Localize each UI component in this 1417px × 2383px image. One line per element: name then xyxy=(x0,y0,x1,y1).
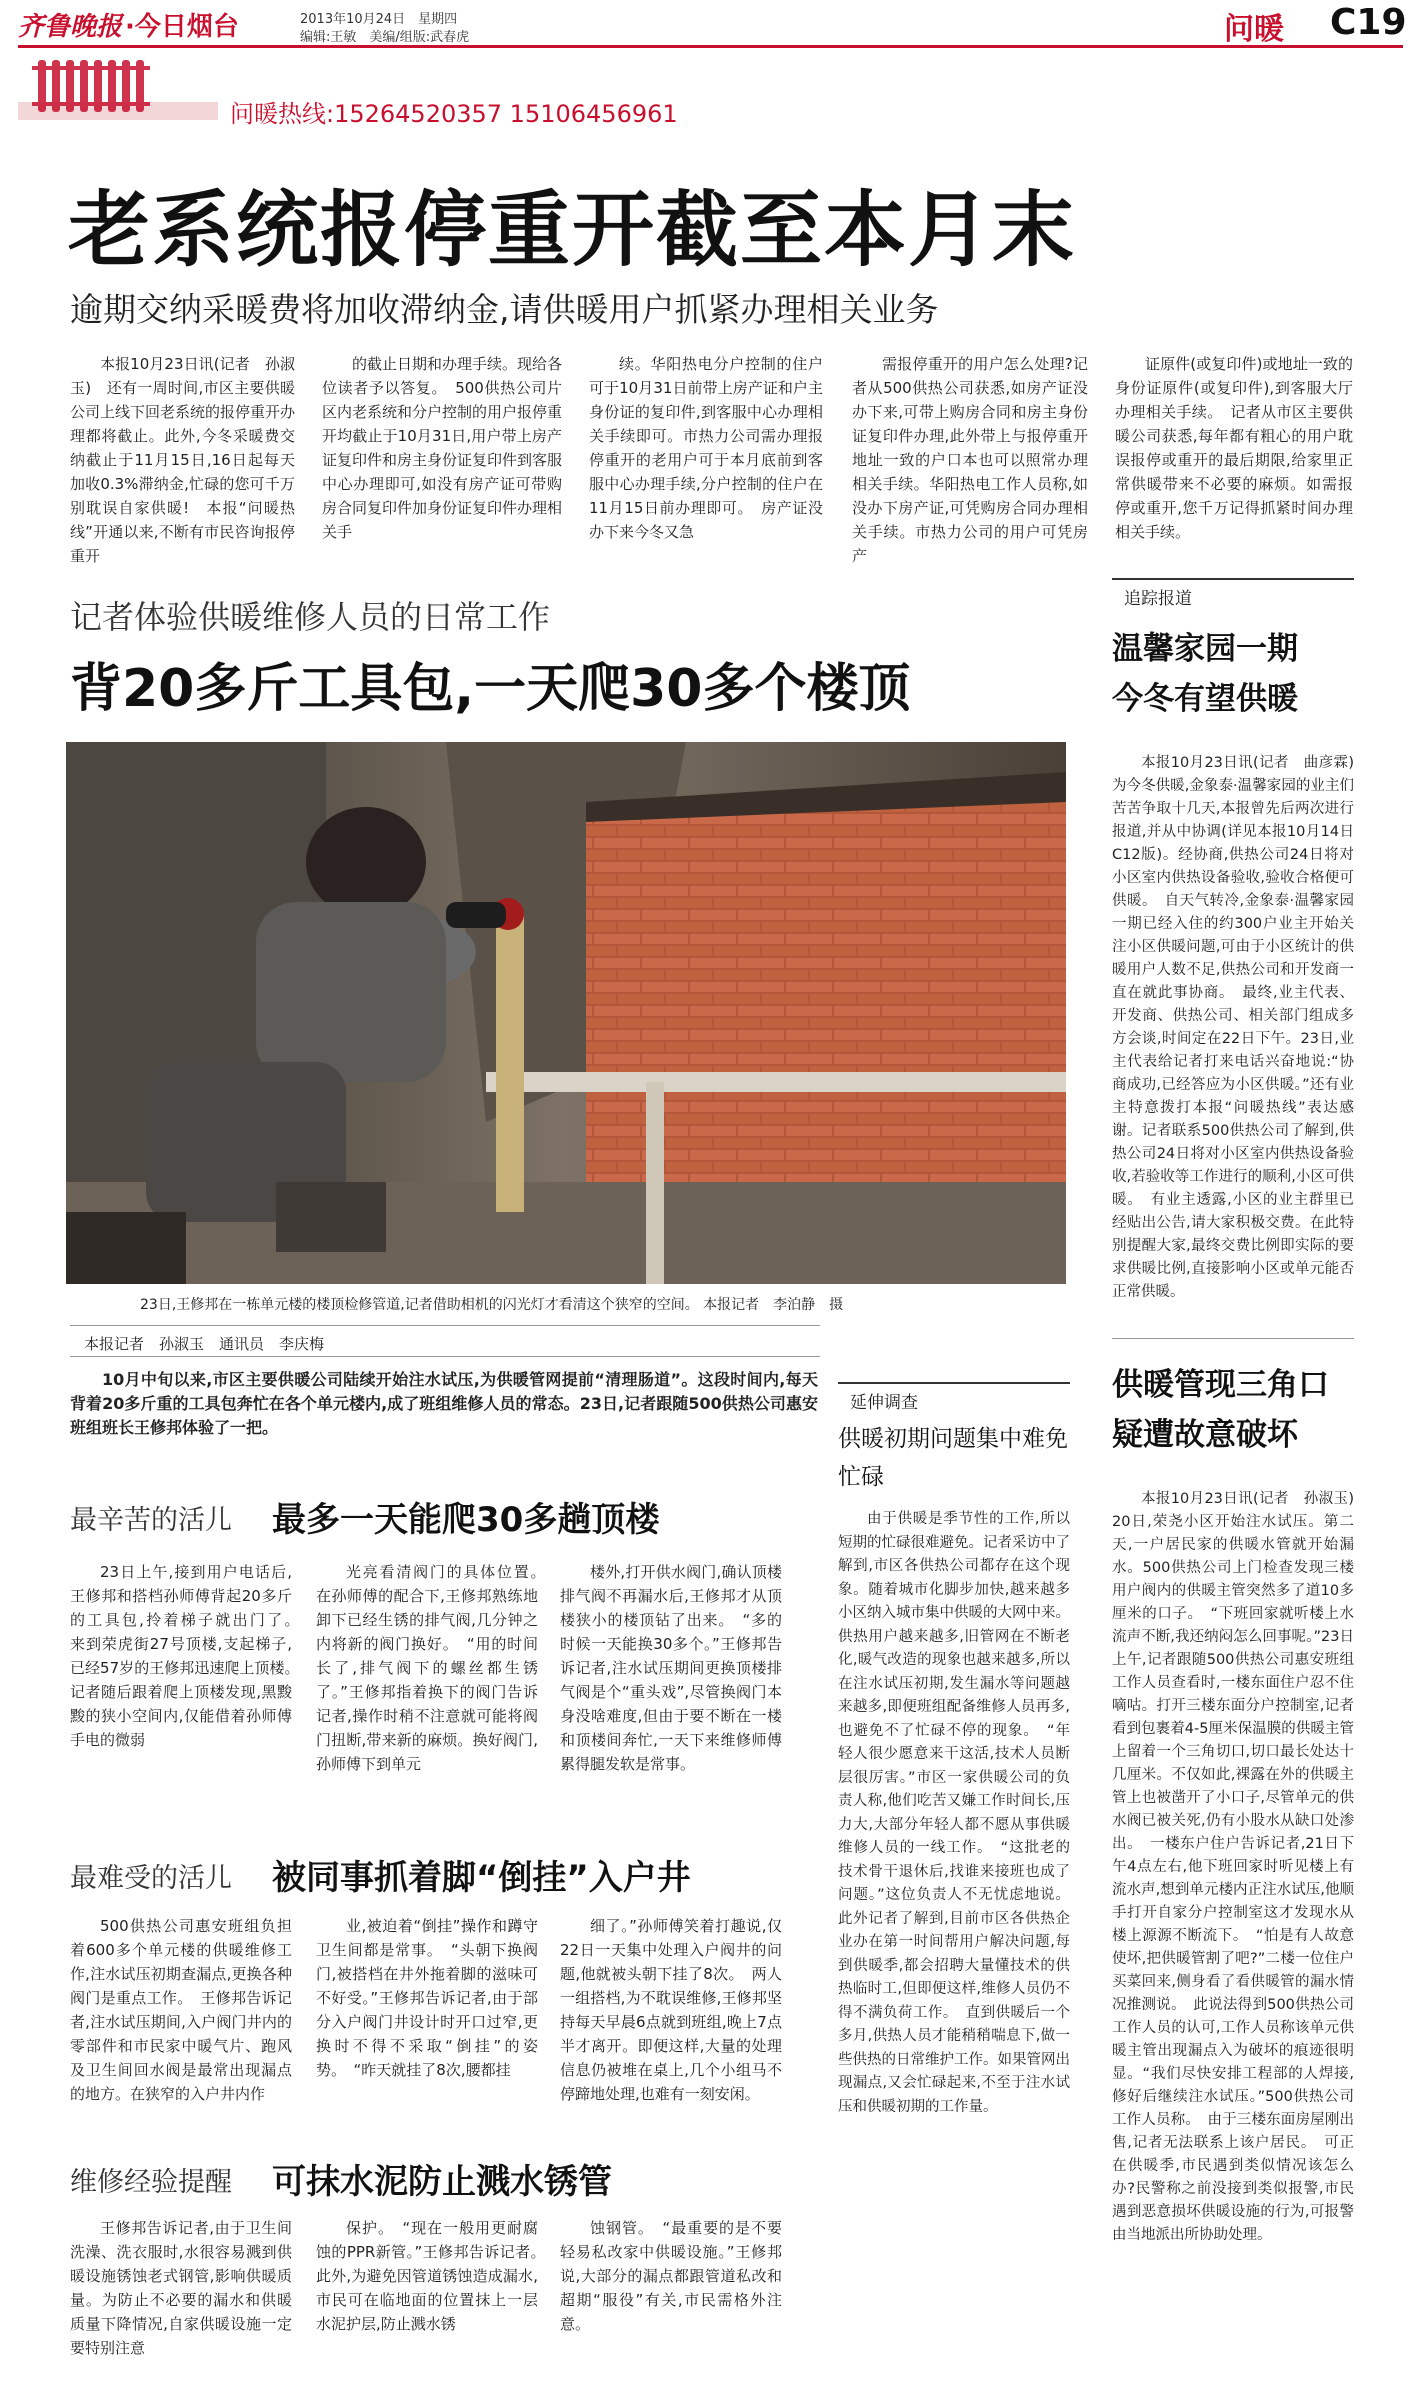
lead-text-2: 的截止日期和办理手续。现给各位读者予以答复。 500供热公司片区内老系统和分户控制的用户报停重开均截止于10月31日,用户带上房产证复印件和房主身份证复印件到客服中心办理即可,如没有房产证可带购房合同复印件加身份证复印件办理相关手 xyxy=(322,355,563,541)
section3-column-2 xyxy=(316,2216,554,2364)
lead-column-3 xyxy=(589,352,823,542)
section1-text-2: 光亮看清阀门的具体位置。 在孙师傅的配合下,王修邦熟练地卸下已经生锈的排气阀,几分钟之内将新的阀门换好。 “用的时间长了,排气阀下的螺丝都生锈了。”王修邦指着换下的阀门告诉记者,操作时稍不注意就可能将阀门扭断,带来新的麻烦。换好阀门,孙师傅下到单元 xyxy=(316,1563,554,1773)
story1-title-line2: 今冬有望供暖 xyxy=(1112,681,1298,717)
byline-rule xyxy=(70,1325,820,1326)
section1-title: 最多一天能爬30多趟顶楼 xyxy=(272,1500,660,1540)
lead-headline: 老系统报停重开截至本月末 xyxy=(68,183,1077,278)
section1-column-3 xyxy=(560,1560,782,1786)
story1-body-text: 本报10月23日讯(记者 曲彦霖) 为今冬供暖,金象泰·温馨家园的业主们苦苦争取十几天,本报曾先后两次进行报道,并从中协调(详见本报10月14日C12版)。经协商,供热公司24日将对小区室内供热设备验收,验收合格便可供暖。 自天气转冷,金象泰·温馨家园一期已经入住的约300户业主开始关注小区供暖问题,可由于小区统计的供暖用户人数不足,供热公司和开发商一直在就此事协商。 最终,业主代表、开发商、供热公司、相关部门组成多方会谈,时间定在22日下午。23日,业主代表给记者打来电话兴奋地说:“协商成功,已经答应为小区供暖。”还有业主特意拨打本报“问暖热线”表达感谢。记者联系500供热公司了解到,供热公司24日将对小区室内供热设备验收,若验收等工作进行的顺利,小区可供暖。 有业主透露,小区的业主群里已经贴出公告,请大家积极交费。在此特别提醒大家,最终交费比例即实际的要求供暖比例,直接影响小区或单元能否正常供暖。 xyxy=(1112,755,1369,1300)
section3-column-3 xyxy=(560,2216,782,2364)
newspaper-logo: 齐鲁晚报 xyxy=(18,12,123,42)
section2-column-2 xyxy=(316,1914,538,2140)
lead-text-4: 需报停重开的用户怎么处理?记者从500供热公司获悉,如房产证没办下来,可带上购房合同和房主身份证复印件办理,此外带上与报停重开地址一致的户口本也可以照常办理相关手续。华阳热电工作人员称,如没办下房产证,可凭购房合同办理相关手续。市热力公司的用户可凭房产 xyxy=(852,355,1088,565)
photo-caption: 23日,王修邦在一栋单元楼的楼顶检修管道,记者借助相机的闪光灯才看清这个狭窄的空间。 本报记者 李泊静 摄 xyxy=(140,1297,844,1313)
section1-label: 最辛苦的活儿 xyxy=(70,1505,232,1536)
feature-photo xyxy=(66,742,1066,1284)
extension-tag: 延伸调查 xyxy=(838,1382,1070,1417)
section2-column-1 xyxy=(70,1914,292,2140)
section3-text-1: 王修邦告诉记者,由于卫生间洗澡、洗衣服时,水很容易溅到供暖设施锈蚀老式钢管,影响供暖质量。为防止不必要的漏水和供暖质量下降情况,自家供暖设施一定要特别注意 xyxy=(70,2219,292,2357)
lead-text-1: 本报10月23日讯(记者 孙淑玉) 还有一周时间,市区主要供暖公司上线下回老系统的报停重开办理都将截止。此外,今冬采暖费交纳截止于11月15日,16日起每天加收0.3%滞纳金,忙碌的您可千万别耽误自家供暖! 本报“问暖热线”开通以来,不断有市民咨询报停重开 xyxy=(70,355,296,565)
header-rule xyxy=(18,45,1403,48)
masthead xyxy=(0,0,1417,130)
extension-body xyxy=(838,1508,1070,2364)
feature-byline: 本报记者 孙淑玉 通讯员 李庆梅 xyxy=(84,1335,325,1353)
sidebar-tag: 追踪报道 xyxy=(1112,578,1354,613)
extension-body-text: 由于供暖是季节性的工作,所以短期的忙碌很难避免。记者采访中了解到,市区各供热公司都存在这个现象。随着城市化脚步加快,越来越多小区纳入城市集中供暖的大网中来。供热用户越来越多,旧管网在不断老化,暖气改造的现象也越来越多,所以在注水试压初期,发生漏水等问题越来越多,即便班组配备维修人员再多,也避免不了忙碌不停的现象。 “年轻人很少愿意来干这活,技术人员断层很厉害。”市区一家供暖公司的负责人称,他们吃苦又嫌工作时间长,压力大,大部分年轻人都不愿从事供暖维修人员的一线工作。 “这批老的技术骨干退休后,找谁来接班也成了问题。”这位负责人不无忧虑地说。此外记者了解到,目前市区各供热企业办在第一时间帮用户解决问题,每到供暖季,都会招聘大量懂技术的供热临时工,但即便这样,维修人员仍不得不满负荷工作。 直到供暖后一个多月,供热人员才能稍稍喘息下,做一些供热的日常维护工作。如果管网出现漏点,又会忙碌起来,不至于注水试压和供暖初期的工作量。 xyxy=(838,1511,1070,2115)
section3-text-2: 保护。 “现在一般用更耐腐蚀的PPR新管。”王修邦告诉记者。 此外,为避免因管道锈蚀造成漏水,市民可在临地面的位置抹上一层水泥护层,防止溅水锈 xyxy=(316,2219,554,2333)
sidebar-divider xyxy=(1112,1338,1354,1339)
byline-rule-bottom xyxy=(70,1356,820,1357)
section2-column-3 xyxy=(560,1914,782,2140)
feature-headline: 背20多斤工具包,一天爬30多个楼顶 xyxy=(70,659,911,719)
story2-title-line2: 疑遭故意破坏 xyxy=(1112,1417,1298,1453)
section3-label: 维修经验提醒 xyxy=(70,2167,232,2198)
section1-column-2 xyxy=(316,1560,554,1786)
section3-title: 可抹水泥防止溅水锈管 xyxy=(272,2162,612,2202)
section1-text-1: 23日上午,接到用户电话后,王修邦和搭档孙师傅背起20多斤的工具包,拎着梯子就出门了。 来到荣虎街27号顶楼,支起梯子,已经57岁的王修邦迅速爬上顶楼。 记者随后跟着爬上顶楼发现,黑黢黢的狭小空间内,仅能借着孙师傅手电的微弱 xyxy=(70,1563,308,1749)
section2-label: 最难受的活儿 xyxy=(70,1863,232,1894)
section3-column-1 xyxy=(70,2216,292,2364)
feature-intro-text: 10月中旬以来,市区主要供暖公司陆续开始注水试压,为供暖管网提前“清理肠道”。这段时间内,每天背着20多斤重的工具包奔忙在各个单元楼内,成了班组维修人员的常态。23日,记者跟随500供热公司惠安班组班长王修邦体验了一把。 xyxy=(70,1370,818,1437)
issue-date: 2013年10月24日 星期四 xyxy=(300,12,458,27)
story1-title-line1: 温馨家园一期 xyxy=(1112,631,1298,667)
column-name: 问暖 xyxy=(1224,12,1284,47)
extension-title: 供暖初期问题集中难免忙碌 xyxy=(838,1426,1068,1490)
lead-text-5: 证原件(或复印件)或地址一致的身份证原件(或复印件),到客服大厅办理相关手续。 记者从市区主要供暖公司获悉,每年都有粗心的用户耽误报停或重开的最后期限,给家里正常供暖带来不必要的麻烦。如需报停或重开,您千万记得抓紧时间办理相关手续。 xyxy=(1115,355,1353,541)
section1-text-3: 楼外,打开供水阀门,确认顶楼排气阀不再漏水后,王修邦才从顶楼狭小的楼顶钻了出来。 “多的时候一天能换30多个。”王修邦告诉记者,注水试压期间更换顶楼排气阀是个“重头戏”,尽管换阀门本身没啥难度,但由于要不断在一楼和顶楼间奔忙,一天下来维修师傅累得腿发软是常事。 xyxy=(560,1563,782,1773)
section2-title: 被同事抓着脚“倒挂”入户井 xyxy=(272,1858,691,1898)
section-name: ·今日烟台 xyxy=(125,12,239,42)
story2-title-line1: 供暖管现三角口 xyxy=(1112,1367,1329,1403)
feature-intro xyxy=(70,1368,818,1440)
lead-column-5 xyxy=(1115,352,1353,542)
hotline: 问暖热线:15264520357 15106456961 xyxy=(230,100,678,128)
radiator-graphic xyxy=(18,52,218,122)
section2-text-2: 业,被迫着“倒挂”操作和蹲守卫生间都是常事。 “头朝下换阀门,被搭档在井外拖着脚的滋味可不好受。”王修邦告诉记者,由于部分入户阀门井设计时开口过窄,更换时不得不采取“倒挂”的姿势。 “昨天就挂了8次,腰都挂 xyxy=(316,1917,538,2079)
story2-body-text: 本报10月23日讯(记者 孙淑玉) 20日,荣尧小区开始注水试压。第二天,一户居民家的供暖水管就开始漏水。500供热公司上门检查发现三楼用户阀内的供暖主管突然多了道10多厘米的口子。 “下班回家就听楼上水流声不断,我还纳闷怎么回事呢。”23日上午,记者跟随500供热公司惠安班组工作人员查看时,一楼东面住户忍不住嘀咕。打开三楼东面分户控制室,记者看到包裹着4-5厘米保温膜的供暖主管上留着一个三角切口,切口最长处达十几厘米。不仅如此,裸露在外的供暖主管上也被凿开了小口子,尽管单元的供水阀已被关死,仍有小股水从缺口处渗出。 一楼东户住户告诉记者,21日下午4点左右,他下班回家时听见楼上有流水声,想到单元楼内正注水试压,他顺手打开自家分户控制室这才发现水从楼上源源不断流下。 “怕是有人故意使坏,把供暖管割了吧?”二楼一位住户买菜回来,侧身看了看供暖管的漏水情况推测说。 此说法得到500供热公司工作人员的认可,工作人员称该单元供暖主管出现漏点入为破坏的痕迹很明显。“我们尽快安排工程部的人焊接,修好后继续注水试压。”500供热公司工作人员称。 由于三楼东面房屋刚出售,记者无法联系上该户居民。 可正在供暖季,市民遇到类似情况该怎么办?民警称之前没接到类似报警,市民遇到恶意损坏供暖设施的行为,可报警由当地派出所协助处理。 xyxy=(1112,1491,1369,2243)
section1-column-1 xyxy=(70,1560,308,1786)
section2-text-3: 细了。”孙师傅笑着打趣说,仅22日一天集中处理入户阀井的问题,他就被头朝下挂了8次。 两人一组搭档,为不耽误维修,王修邦坚持每天早晨6点就到班组,晚上7点半才离开。即便这样,大量的处理信息仍被堆在桌上,几个小组马不停蹄地处理,也难有一刻安闲。 xyxy=(560,1917,782,2103)
lead-column-1 xyxy=(70,352,296,565)
lead-subhead: 逾期交纳采暖费将加收滞纳金,请供暖用户抓紧办理相关业务 xyxy=(70,290,939,329)
feature-kicker: 记者体验供暖维修人员的日常工作 xyxy=(70,598,551,636)
lead-column-2 xyxy=(322,352,562,542)
section2-text-1: 500供热公司惠安班组负担着600多个单元楼的供暖维修工作,注水试压初期查漏点,更换各种阀门是重点工作。 王修邦告诉记者,注水试压期间,入户阀门井内的零部件和市民家中暖气片、跑风及卫生间回水阀是最常出现漏点的地方。在狭窄的入户井内作 xyxy=(70,1917,292,2103)
page-number: C19 xyxy=(1330,2,1407,43)
lead-column-4 xyxy=(852,352,1088,565)
editors-line: 编辑:王敏 美编/组版:武春虎 xyxy=(300,30,470,45)
story2-body xyxy=(1112,1488,1369,2364)
story1-body xyxy=(1112,752,1369,1330)
section3-text-3: 蚀钢管。 “最重要的是不要轻易私改家中供暖设施。”王修邦说,大部分的漏点都跟管道私改和超期“服役”有关,市民需格外注意。 xyxy=(560,2219,782,2333)
lead-text-3: 续。华阳热电分户控制的住户可于10月31日前带上房产证和户主身份证的复印件,到客服中心办理相关手续即可。市热力公司需办理报停重开的老用户可于本月底前到客服中心办理手续,分户控制的住户在11月15日前办理即可。 房产证没办下来今冬又急 xyxy=(589,355,823,541)
